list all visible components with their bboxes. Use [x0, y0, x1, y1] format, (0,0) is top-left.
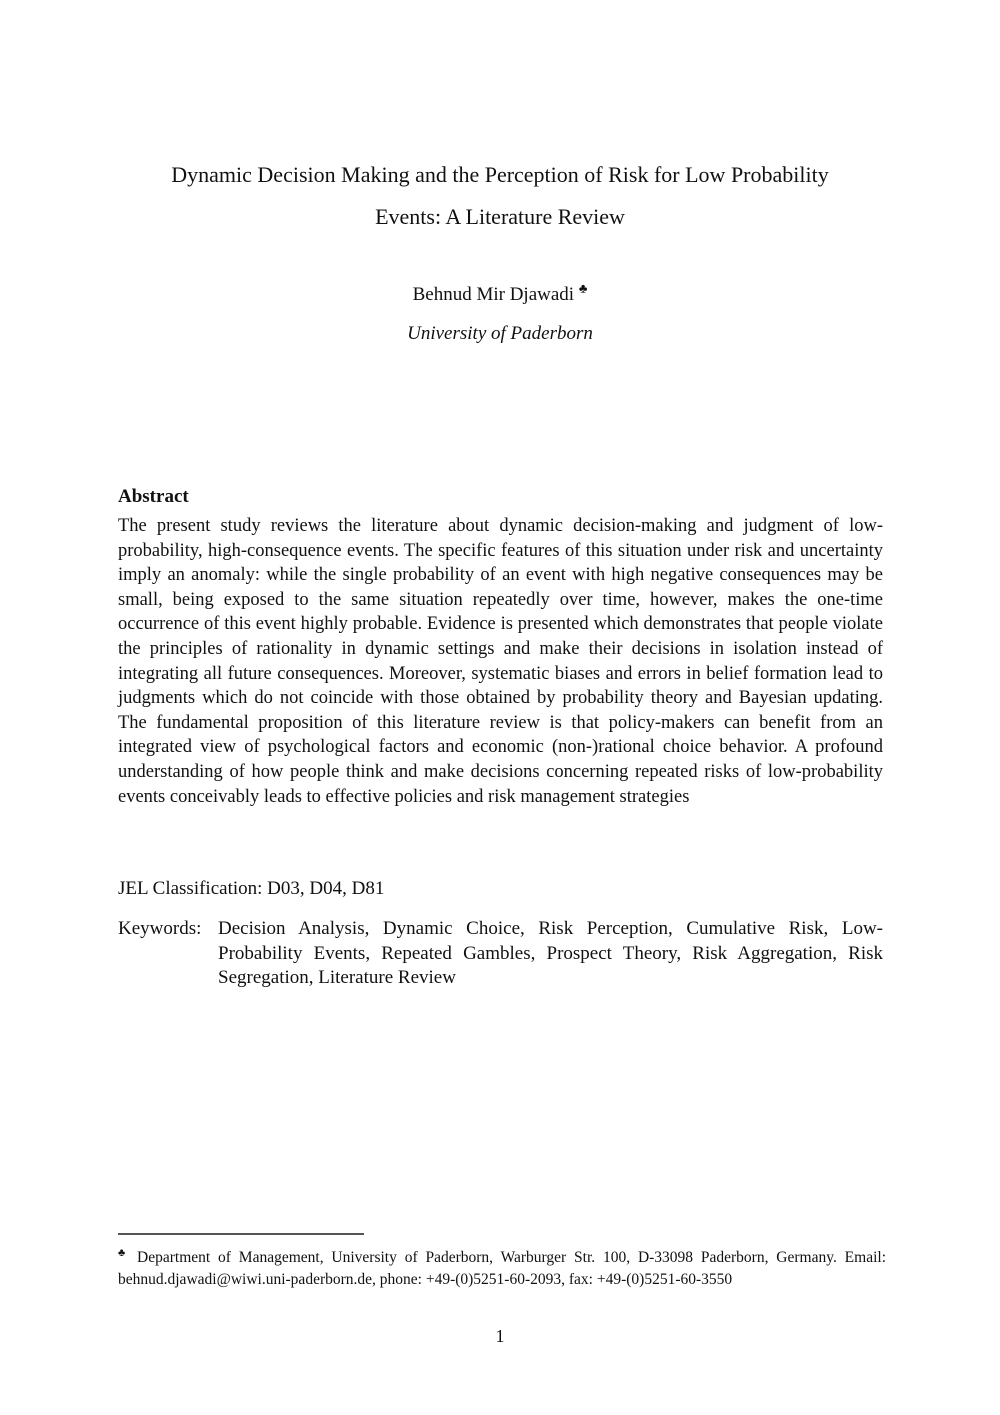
author-line [0, 280, 1000, 307]
keywords-label: Keywords: [118, 918, 202, 939]
abstract-body: The present study reviews the literature about dynamic decision-making and judgment of low-probability, high-consequence events. The specific features of this situation under risk and uncertainty imply an anomaly: while the single probability of an event with high negative consequences may be small, being exposed to the same situation repeatedly over time, however, makes the one-time occurrence of this event highly probable. Evidence is presented which demonstrates that people violate the principles of rationality in dynamic settings and make their decisions in isolation instead of integrating all future consequences. Moreover, systematic biases and errors in belief formation lead to judgments which do not coincide with those obtained by probability theory and Bayesian updating. The fundamental proposition of this literature review is that policy-makers can benefit from an integrated view of psychological factors and economic (non-)rational choice behavior. A profound understanding of how people think and make decisions concerning repeated risks of low-probability events conceivably leads to effective policies and risk management strategies [118, 516, 883, 807]
author-affiliation: University of Paderborn [407, 323, 593, 344]
footnote-separator-rule [118, 1233, 364, 1235]
page-number: 1 [495, 1326, 505, 1346]
keywords-block [118, 917, 883, 991]
jel-classification: JEL Classification: D03, D04, D81 [118, 878, 385, 899]
paper-title [0, 154, 1000, 238]
author-name: Behnud Mir Djawadi [412, 284, 575, 305]
abstract-heading: Abstract [118, 486, 189, 507]
paper-title-line-2: Events: A Literature Review [375, 204, 625, 229]
footnote [118, 1247, 886, 1290]
keywords-text: Decision Analysis, Dynamic Choice, Risk Perception, Cumulative Risk, Low-Probability Events, Repeated Gambles, Prospect Theory, Risk Aggregation, Risk Segregation, Literature Review [218, 918, 883, 989]
author-footnote-marker-club-icon: ♣ [578, 280, 588, 296]
footnote-marker-club-icon: ♣ [118, 1246, 130, 1259]
paper-title-line-1: Dynamic Decision Making and the Perception of Risk for Low Probability [171, 162, 829, 187]
footnote-text: Department of Management, University of Paderborn, Warburger Str. 100, D-33098 Paderborn, Germany. Email: behnud.djawadi@wiwi.uni-paderborn.de, phone: +49-(0)5251-60-2093, fax: +49-(0)5251-60-3550 [118, 1249, 887, 1288]
